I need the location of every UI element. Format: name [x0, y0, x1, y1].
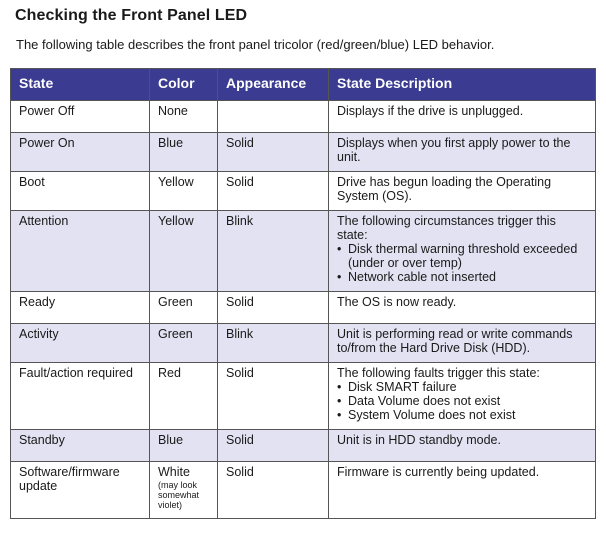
bullet-list [337, 242, 589, 284]
appearance-cell [218, 101, 329, 133]
bullet-list [337, 380, 589, 422]
color-value: White [158, 465, 190, 479]
state-cell: Power Off [11, 101, 150, 133]
table-row [11, 462, 596, 519]
column-header-state: State [11, 69, 150, 101]
state-cell: Activity [11, 324, 150, 363]
appearance-cell: Solid [218, 462, 329, 519]
state-cell: Attention [11, 211, 150, 292]
description-cell: Firmware is currently being updated. [329, 462, 596, 519]
bullet-item: • Disk thermal warning threshold exceeded (under or over temp) [337, 242, 589, 270]
color-cell: Green [150, 324, 218, 363]
column-header-color: Color [150, 69, 218, 101]
appearance-cell: Solid [218, 133, 329, 172]
appearance-cell: Blink [218, 324, 329, 363]
table-row [11, 101, 596, 133]
appearance-cell: Solid [218, 172, 329, 211]
bullet-item: • Network cable not inserted [337, 270, 589, 284]
state-cell: Boot [11, 172, 150, 211]
table-row [11, 211, 596, 292]
description-cell: Unit is in HDD standby mode. [329, 430, 596, 462]
description-cell: Unit is performing read or write commands to/from the Hard Drive Disk (HDD). [329, 324, 596, 363]
description-cell [329, 211, 596, 292]
color-cell: Blue [150, 133, 218, 172]
color-cell: Red [150, 363, 218, 430]
appearance-cell: Solid [218, 292, 329, 324]
table-row [11, 133, 596, 172]
table-header-row [11, 69, 596, 101]
intro-text: The following table describes the front panel tricolor (red/green/blue) LED behavior. [16, 37, 495, 52]
table-row [11, 363, 596, 430]
description-cell: Displays when you first apply power to the unit. [329, 133, 596, 172]
page-title: Checking the Front Panel LED [15, 7, 248, 24]
color-cell: None [150, 101, 218, 133]
led-behavior-table [10, 68, 596, 519]
description-cell: The OS is now ready. [329, 292, 596, 324]
table-row [11, 430, 596, 462]
color-note: (may look somewhat violet) [158, 480, 200, 510]
bullet-item: • Data Volume does not exist [337, 394, 589, 408]
color-cell: Green [150, 292, 218, 324]
state-cell: Power On [11, 133, 150, 172]
table-row [11, 324, 596, 363]
appearance-cell: Solid [218, 430, 329, 462]
bullet-item: • System Volume does not exist [337, 408, 589, 422]
state-cell: Ready [11, 292, 150, 324]
column-header-appearance: Appearance [218, 69, 329, 101]
color-cell [150, 462, 218, 519]
description-cell [329, 363, 596, 430]
state-cell: Software/firmware update [11, 462, 150, 519]
table-row [11, 292, 596, 324]
state-cell: Standby [11, 430, 150, 462]
appearance-cell: Blink [218, 211, 329, 292]
description-cell: Drive has begun loading the Operating System (OS). [329, 172, 596, 211]
table-row [11, 172, 596, 211]
bullet-item: • Disk SMART failure [337, 380, 589, 394]
description-cell: Displays if the drive is unplugged. [329, 101, 596, 133]
description-intro: The following faults trigger this state: [337, 366, 540, 380]
color-cell: Yellow [150, 172, 218, 211]
color-cell: Blue [150, 430, 218, 462]
color-cell: Yellow [150, 211, 218, 292]
column-header-description: State Description [329, 69, 596, 101]
description-intro: The following circumstances trigger this state: [337, 214, 556, 242]
state-cell: Fault/action required [11, 363, 150, 430]
appearance-cell: Solid [218, 363, 329, 430]
